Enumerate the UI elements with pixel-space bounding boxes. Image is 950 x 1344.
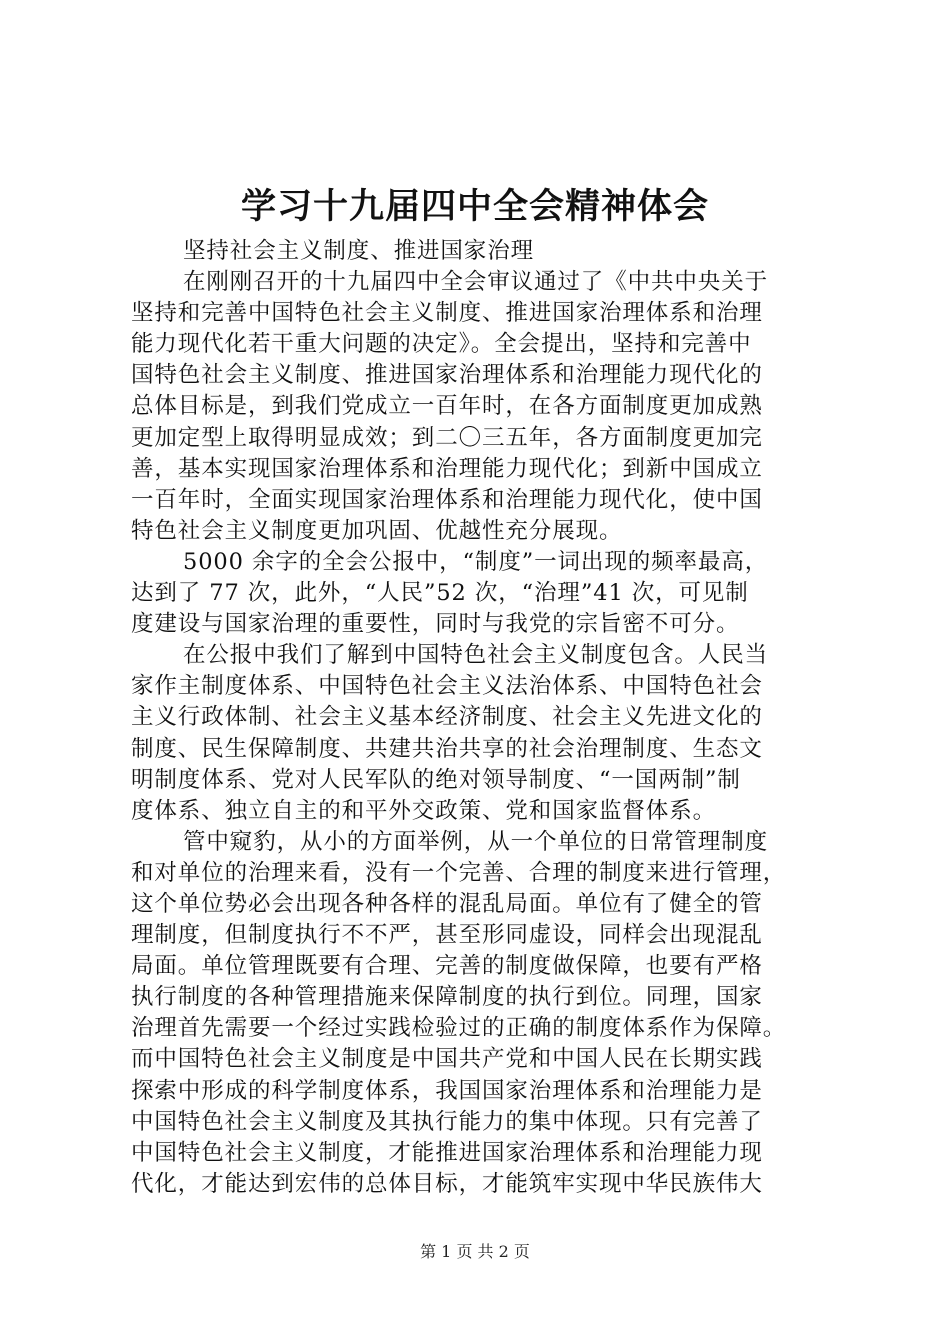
page-footer: 第 1 页 共 2 页 [420,1242,530,1261]
text-line: 更加定型上取得明显成效；到二〇三五年，各方面制度更加完 [131,424,763,451]
text-line: 理制度，但制度执行不不严，甚至形同虚设，同样会出现混乱 [131,922,763,949]
text-line: 代化，才能达到宏伟的总体目标，才能筑牢实现中华民族伟大 [131,1170,763,1197]
document-body [131,236,831,1200]
text-line: 能力现代化若干重大问题的决定》。全会提出，坚持和完善中 [131,331,752,358]
document-title: 学习十九届四中全会精神体会 [240,187,709,227]
text-line: 局面。单位管理既要有合理、完善的制度做保障，也要有严格 [131,953,763,980]
text-line: 度体系、独立自主的和平外交政策、党和国家监督体系。 [131,797,717,824]
paragraph-first-line: 在刚刚召开的十九届四中全会审议通过了《中共中央关于 [183,269,769,296]
text-line: 中国特色社会主义制度及其执行能力的集中体现。只有完善了 [131,1108,763,1135]
text-line: 执行制度的各种管理措施来保障制度的执行到位。同理，国家 [131,984,763,1011]
text-line: 达到了 77 次，此外，“人民”52 次，“治理”41 次，可见制 [131,580,749,607]
text-line: 度建设与国家治理的重要性，同时与我党的宗旨密不可分。 [131,611,740,638]
text-line: 主义行政体制、社会主义基本经济制度、社会主义先进文化的 [131,704,763,731]
text-line: 中国特色社会主义制度，才能推进国家治理体系和治理能力现 [131,1139,763,1166]
paragraph-first-line: 管中窥豹，从小的方面举例，从一个单位的日常管理制度 [183,828,769,855]
text-line: 和对单位的治理来看，没有一个完善、合理的制度来进行管理， [131,859,787,886]
paragraph-first-line: 5000 余字的全会公报中，“制度”一词出现的频率最高， [183,548,769,575]
text-line: 明制度体系、党对人民军队的绝对领导制度、“一国两制”制 [131,766,741,793]
text-line: 治理首先需要一个经过实践检验过的正确的制度体系作为保障。 [131,1015,787,1042]
text-line: 国特色社会主义制度、推进国家治理体系和治理能力现代化的 [131,362,763,389]
paragraph-first-line: 在公报中我们了解到中国特色社会主义制度包含。人民当 [183,642,769,669]
text-line: 探索中形成的科学制度体系，我国国家治理体系和治理能力是 [131,1077,763,1104]
text-line: 一百年时，全面实现国家治理体系和治理能力现代化，使中国 [131,486,763,513]
text-line: 善，基本实现国家治理体系和治理能力现代化；到新中国成立 [131,455,763,482]
text-line: 这个单位势必会出现各种各样的混乱局面。单位有了健全的管 [131,890,763,917]
paragraph-first-line: 坚持社会主义制度、推进国家治理 [183,238,535,264]
text-line: 制度、民生保障制度、共建共治共享的社会治理制度、生态文 [131,735,763,762]
text-line: 总体目标是，到我们党成立一百年时，在各方面制度更加成熟 [131,393,763,420]
text-line: 坚持和完善中国特色社会主义制度、推进国家治理体系和治理 [131,300,763,327]
text-line: 家作主制度体系、中国特色社会主义法治体系、中国特色社会 [131,673,763,700]
text-line: 特色社会主义制度更加巩固、优越性充分展现。 [131,517,623,544]
text-line: 而中国特色社会主义制度是中国共产党和中国人民在长期实践 [131,1046,763,1073]
